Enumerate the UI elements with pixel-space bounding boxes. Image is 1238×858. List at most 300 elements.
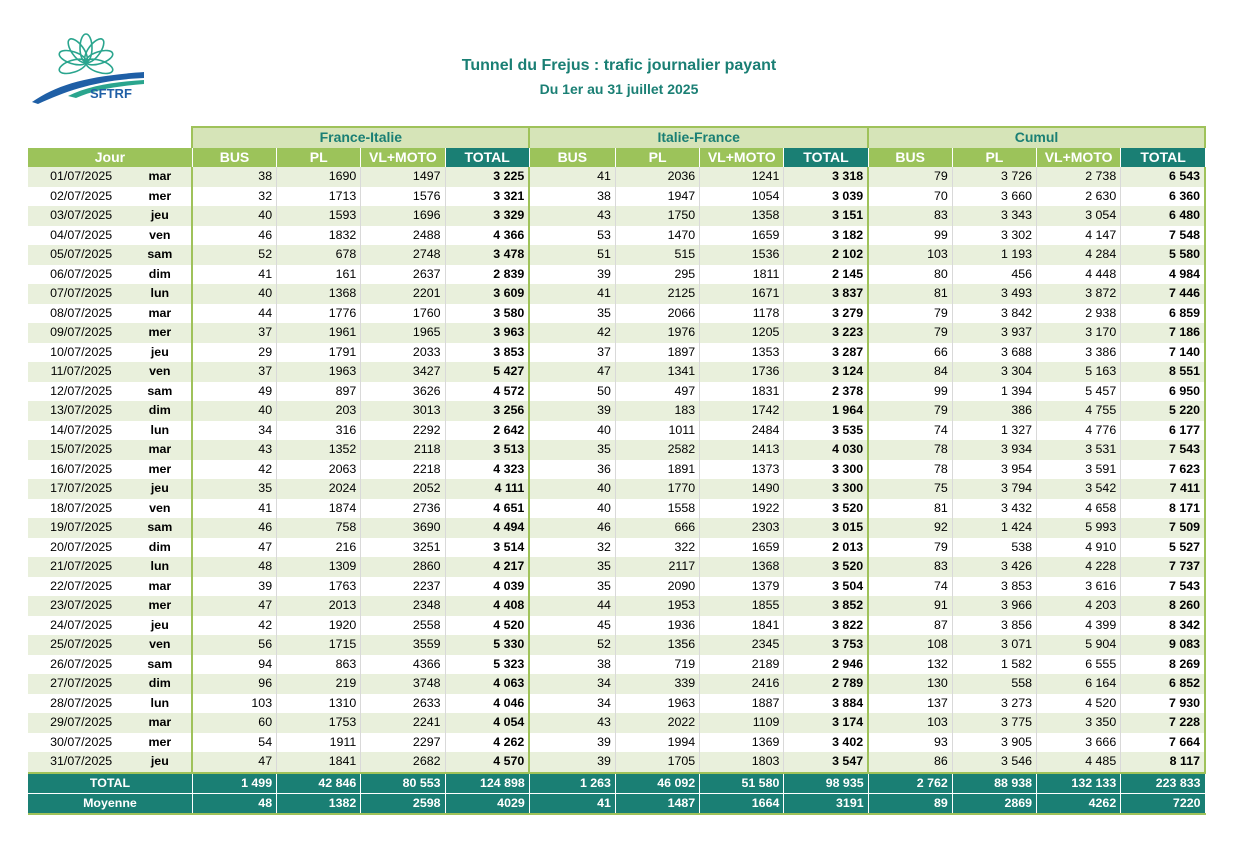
cell-if-pl: 1750 (615, 206, 699, 226)
cell-fi-bus: 40 (192, 284, 276, 304)
cell-cumul-total: 6 543 (1121, 167, 1205, 187)
cell-cumul-vlmoto: 4 485 (1037, 752, 1121, 773)
cell-if-total: 3 287 (784, 343, 868, 363)
cell-cumul-pl: 3 954 (952, 460, 1036, 480)
cell-if-bus: 52 (529, 635, 615, 655)
cell-fi-vlmoto: 1576 (361, 187, 445, 207)
total-cell: 124 898 (445, 773, 529, 794)
cell-cumul-pl: 3 905 (952, 733, 1036, 753)
cell-cumul-vlmoto: 3 531 (1037, 440, 1121, 460)
table-row (28, 538, 1205, 558)
cell-cumul-bus: 79 (868, 401, 952, 421)
cell-date: 22/07/2025 (28, 577, 128, 597)
total-cell: 2 762 (868, 773, 952, 794)
cell-if-pl: 1891 (615, 460, 699, 480)
cell-if-pl: 1011 (615, 421, 699, 441)
cell-fi-pl: 1593 (277, 206, 361, 226)
cell-fi-total: 4 111 (445, 479, 529, 499)
cell-if-vlmoto: 1369 (700, 733, 784, 753)
cell-day: lun (128, 421, 192, 441)
cell-fi-vlmoto: 2637 (361, 265, 445, 285)
cell-fi-total: 4 217 (445, 557, 529, 577)
cell-fi-bus: 29 (192, 343, 276, 363)
cell-cumul-bus: 99 (868, 226, 952, 246)
cell-if-pl: 1947 (615, 187, 699, 207)
cell-day: sam (128, 655, 192, 675)
cell-fi-vlmoto: 2033 (361, 343, 445, 363)
cell-fi-bus: 94 (192, 655, 276, 675)
logo-text: SFTRF (90, 86, 132, 101)
cell-if-bus: 51 (529, 245, 615, 265)
cell-if-pl: 1994 (615, 733, 699, 753)
cell-date: 13/07/2025 (28, 401, 128, 421)
cell-if-total: 3 402 (784, 733, 868, 753)
table-row (28, 616, 1205, 636)
cell-if-total: 2 013 (784, 538, 868, 558)
cell-date: 10/07/2025 (28, 343, 128, 363)
table-row (28, 382, 1205, 402)
cell-cumul-vlmoto: 2 938 (1037, 304, 1121, 324)
cell-cumul-total: 6 859 (1121, 304, 1205, 324)
cell-date: 28/07/2025 (28, 694, 128, 714)
cell-cumul-bus: 80 (868, 265, 952, 285)
cell-day: ven (128, 499, 192, 519)
table-row (28, 752, 1205, 773)
cell-cumul-vlmoto: 3 591 (1037, 460, 1121, 480)
cell-day: dim (128, 538, 192, 558)
cell-cumul-pl: 1 424 (952, 518, 1036, 538)
cell-fi-vlmoto: 2488 (361, 226, 445, 246)
cell-fi-pl: 1690 (277, 167, 361, 187)
cell-cumul-bus: 87 (868, 616, 952, 636)
cell-if-vlmoto: 1736 (700, 362, 784, 382)
cell-if-bus: 43 (529, 713, 615, 733)
col-cumul-vlmoto: VL+MOTO (1037, 148, 1121, 168)
cell-if-bus: 39 (529, 733, 615, 753)
cell-fi-total: 2 642 (445, 421, 529, 441)
cell-date: 20/07/2025 (28, 538, 128, 558)
cell-cumul-pl: 3 775 (952, 713, 1036, 733)
cell-cumul-total: 6 852 (1121, 674, 1205, 694)
cell-cumul-total: 7 411 (1121, 479, 1205, 499)
cell-cumul-pl: 3 071 (952, 635, 1036, 655)
cell-day: mer (128, 596, 192, 616)
cell-if-vlmoto: 1887 (700, 694, 784, 714)
cell-cumul-pl: 3 853 (952, 577, 1036, 597)
total-row (28, 773, 1205, 794)
cell-fi-total: 4 572 (445, 382, 529, 402)
cell-date: 17/07/2025 (28, 479, 128, 499)
cell-if-bus: 41 (529, 284, 615, 304)
cell-fi-bus: 48 (192, 557, 276, 577)
cell-if-pl: 497 (615, 382, 699, 402)
cell-if-pl: 2022 (615, 713, 699, 733)
cell-cumul-pl: 3 546 (952, 752, 1036, 773)
cell-date: 03/07/2025 (28, 206, 128, 226)
cell-fi-bus: 41 (192, 265, 276, 285)
cell-if-total: 2 378 (784, 382, 868, 402)
cell-if-total: 3 822 (784, 616, 868, 636)
cell-fi-vlmoto: 1497 (361, 167, 445, 187)
cell-if-pl: 2582 (615, 440, 699, 460)
cell-cumul-pl: 3 726 (952, 167, 1036, 187)
cell-date: 16/07/2025 (28, 460, 128, 480)
col-cumul-total: TOTAL (1121, 148, 1205, 168)
cell-if-bus: 38 (529, 187, 615, 207)
cell-fi-vlmoto: 2633 (361, 694, 445, 714)
cell-if-total: 3 520 (784, 557, 868, 577)
cell-if-vlmoto: 1379 (700, 577, 784, 597)
cell-if-pl: 1976 (615, 323, 699, 343)
cell-day: jeu (128, 479, 192, 499)
average-cell: 41 (529, 793, 615, 814)
cell-if-bus: 45 (529, 616, 615, 636)
cell-date: 08/07/2025 (28, 304, 128, 324)
cell-if-total: 2 145 (784, 265, 868, 285)
cell-if-pl: 1936 (615, 616, 699, 636)
cell-date: 07/07/2025 (28, 284, 128, 304)
cell-cumul-pl: 1 582 (952, 655, 1036, 675)
group-france-italie: France-Italie (192, 127, 529, 148)
cell-cumul-total: 7 664 (1121, 733, 1205, 753)
cell-fi-bus: 43 (192, 440, 276, 460)
cell-day: mar (128, 713, 192, 733)
cell-if-pl: 719 (615, 655, 699, 675)
cell-cumul-vlmoto: 3 386 (1037, 343, 1121, 363)
cell-cumul-pl: 3 856 (952, 616, 1036, 636)
col-if-bus: BUS (529, 148, 615, 168)
cell-cumul-vlmoto: 3 054 (1037, 206, 1121, 226)
cell-day: jeu (128, 616, 192, 636)
cell-fi-pl: 1776 (277, 304, 361, 324)
column-header-row (28, 148, 1205, 168)
cell-if-bus: 32 (529, 538, 615, 558)
cell-cumul-vlmoto: 6 555 (1037, 655, 1121, 675)
cell-day: mar (128, 577, 192, 597)
cell-fi-vlmoto: 3559 (361, 635, 445, 655)
cell-cumul-pl: 538 (952, 538, 1036, 558)
cell-fi-bus: 42 (192, 460, 276, 480)
table-row (28, 304, 1205, 324)
cell-if-bus: 50 (529, 382, 615, 402)
cell-date: 02/07/2025 (28, 187, 128, 207)
cell-cumul-total: 6 950 (1121, 382, 1205, 402)
cell-fi-pl: 1832 (277, 226, 361, 246)
cell-cumul-bus: 79 (868, 323, 952, 343)
cell-if-vlmoto: 1205 (700, 323, 784, 343)
cell-cumul-total: 6 177 (1121, 421, 1205, 441)
cell-cumul-pl: 3 432 (952, 499, 1036, 519)
cell-if-vlmoto: 2416 (700, 674, 784, 694)
cell-fi-total: 4 366 (445, 226, 529, 246)
cell-cumul-pl: 3 426 (952, 557, 1036, 577)
cell-cumul-vlmoto: 4 147 (1037, 226, 1121, 246)
cell-cumul-bus: 78 (868, 460, 952, 480)
cell-cumul-pl: 386 (952, 401, 1036, 421)
cell-fi-pl: 2063 (277, 460, 361, 480)
cell-cumul-vlmoto: 3 350 (1037, 713, 1121, 733)
cell-fi-total: 5 323 (445, 655, 529, 675)
table-row (28, 226, 1205, 246)
cell-if-total: 3 300 (784, 460, 868, 480)
cell-date: 29/07/2025 (28, 713, 128, 733)
cell-fi-vlmoto: 3626 (361, 382, 445, 402)
cell-if-bus: 35 (529, 304, 615, 324)
cell-cumul-vlmoto: 4 776 (1037, 421, 1121, 441)
cell-fi-bus: 96 (192, 674, 276, 694)
cell-if-pl: 515 (615, 245, 699, 265)
cell-if-bus: 34 (529, 674, 615, 694)
cell-if-vlmoto: 1178 (700, 304, 784, 324)
cell-if-pl: 1558 (615, 499, 699, 519)
cell-if-pl: 666 (615, 518, 699, 538)
table-row (28, 343, 1205, 363)
group-italie-france: Italie-France (529, 127, 868, 148)
cell-if-vlmoto: 1373 (700, 460, 784, 480)
cell-date: 01/07/2025 (28, 167, 128, 187)
cell-cumul-vlmoto: 4 399 (1037, 616, 1121, 636)
table-row (28, 401, 1205, 421)
cell-cumul-bus: 93 (868, 733, 952, 753)
cell-fi-total: 3 580 (445, 304, 529, 324)
cell-fi-pl: 1911 (277, 733, 361, 753)
cell-fi-total: 3 514 (445, 538, 529, 558)
cell-if-total: 3 837 (784, 284, 868, 304)
cell-if-total: 3 039 (784, 187, 868, 207)
cell-if-vlmoto: 1536 (700, 245, 784, 265)
cell-fi-bus: 60 (192, 713, 276, 733)
cell-fi-pl: 1874 (277, 499, 361, 519)
cell-if-pl: 1356 (615, 635, 699, 655)
traffic-table (28, 126, 1206, 815)
cell-cumul-bus: 78 (868, 440, 952, 460)
cell-cumul-vlmoto: 5 163 (1037, 362, 1121, 382)
cell-fi-bus: 42 (192, 616, 276, 636)
cell-cumul-bus: 130 (868, 674, 952, 694)
cell-cumul-bus: 75 (868, 479, 952, 499)
cell-day: mar (128, 304, 192, 324)
page-subtitle: Du 1er au 31 juillet 2025 (539, 81, 699, 97)
cell-fi-bus: 40 (192, 401, 276, 421)
cell-fi-pl: 316 (277, 421, 361, 441)
cell-date: 25/07/2025 (28, 635, 128, 655)
cell-fi-vlmoto: 2348 (361, 596, 445, 616)
cell-if-bus: 43 (529, 206, 615, 226)
cell-date: 21/07/2025 (28, 557, 128, 577)
cell-date: 26/07/2025 (28, 655, 128, 675)
cell-fi-pl: 161 (277, 265, 361, 285)
cell-cumul-bus: 103 (868, 245, 952, 265)
cell-cumul-pl: 3 966 (952, 596, 1036, 616)
col-fi-pl: PL (277, 148, 361, 168)
cell-if-pl: 339 (615, 674, 699, 694)
cell-if-bus: 41 (529, 167, 615, 187)
cell-if-bus: 35 (529, 440, 615, 460)
table-row (28, 557, 1205, 577)
table-row (28, 596, 1205, 616)
cell-cumul-vlmoto: 4 658 (1037, 499, 1121, 519)
cell-if-bus: 40 (529, 479, 615, 499)
cell-cumul-total: 8 551 (1121, 362, 1205, 382)
cell-if-bus: 40 (529, 499, 615, 519)
cell-fi-vlmoto: 2558 (361, 616, 445, 636)
cell-cumul-bus: 70 (868, 187, 952, 207)
cell-if-total: 3 504 (784, 577, 868, 597)
table-row (28, 713, 1205, 733)
cell-fi-total: 4 054 (445, 713, 529, 733)
cell-cumul-vlmoto: 4 910 (1037, 538, 1121, 558)
cell-fi-bus: 37 (192, 323, 276, 343)
cell-cumul-total: 7 548 (1121, 226, 1205, 246)
cell-fi-bus: 52 (192, 245, 276, 265)
total-cell: 1 499 (192, 773, 276, 794)
cell-if-bus: 53 (529, 226, 615, 246)
cell-cumul-total: 5 580 (1121, 245, 1205, 265)
cell-cumul-total: 6 480 (1121, 206, 1205, 226)
cell-date: 23/07/2025 (28, 596, 128, 616)
cell-fi-vlmoto: 3251 (361, 538, 445, 558)
cell-cumul-bus: 81 (868, 499, 952, 519)
average-cell: 1664 (700, 793, 784, 814)
cell-if-total: 3 753 (784, 635, 868, 655)
cell-date: 14/07/2025 (28, 421, 128, 441)
cell-fi-total: 4 570 (445, 752, 529, 773)
cell-if-vlmoto: 1659 (700, 538, 784, 558)
cell-cumul-bus: 84 (868, 362, 952, 382)
cell-cumul-vlmoto: 4 520 (1037, 694, 1121, 714)
cell-if-bus: 35 (529, 577, 615, 597)
cell-cumul-pl: 1 394 (952, 382, 1036, 402)
cell-date: 24/07/2025 (28, 616, 128, 636)
cell-cumul-total: 6 360 (1121, 187, 1205, 207)
table-row (28, 655, 1205, 675)
cell-date: 04/07/2025 (28, 226, 128, 246)
cell-if-total: 2 789 (784, 674, 868, 694)
cell-if-pl: 1470 (615, 226, 699, 246)
cell-cumul-vlmoto: 4 284 (1037, 245, 1121, 265)
table-row (28, 362, 1205, 382)
cell-cumul-total: 7 186 (1121, 323, 1205, 343)
cell-fi-vlmoto: 4366 (361, 655, 445, 675)
average-cell: 3191 (784, 793, 868, 814)
total-cell: 51 580 (700, 773, 784, 794)
cell-fi-pl: 219 (277, 674, 361, 694)
cell-if-total: 3 124 (784, 362, 868, 382)
table-row (28, 499, 1205, 519)
cell-cumul-total: 7 228 (1121, 713, 1205, 733)
cell-if-total: 2 102 (784, 245, 868, 265)
cell-cumul-vlmoto: 3 616 (1037, 577, 1121, 597)
cell-fi-vlmoto: 2748 (361, 245, 445, 265)
cell-fi-total: 4 520 (445, 616, 529, 636)
table-row (28, 206, 1205, 226)
cell-cumul-pl: 3 273 (952, 694, 1036, 714)
cell-if-pl: 1705 (615, 752, 699, 773)
cell-fi-total: 4 039 (445, 577, 529, 597)
cell-fi-pl: 1368 (277, 284, 361, 304)
cell-fi-vlmoto: 2201 (361, 284, 445, 304)
cell-fi-bus: 103 (192, 694, 276, 714)
cell-cumul-bus: 79 (868, 538, 952, 558)
average-cell: 4262 (1037, 793, 1121, 814)
cell-if-total: 3 174 (784, 713, 868, 733)
cell-fi-vlmoto: 2218 (361, 460, 445, 480)
total-cell: 42 846 (277, 773, 361, 794)
col-cumul-bus: BUS (868, 148, 952, 168)
cell-date: 30/07/2025 (28, 733, 128, 753)
cell-fi-pl: 216 (277, 538, 361, 558)
cell-if-total: 4 030 (784, 440, 868, 460)
group-blank (28, 127, 192, 148)
table-row (28, 421, 1205, 441)
cell-cumul-pl: 3 660 (952, 187, 1036, 207)
cell-fi-pl: 2024 (277, 479, 361, 499)
cell-fi-bus: 32 (192, 187, 276, 207)
cell-if-total: 3 015 (784, 518, 868, 538)
total-cell: 46 092 (615, 773, 699, 794)
average-cell: 1487 (615, 793, 699, 814)
cell-cumul-pl: 3 937 (952, 323, 1036, 343)
cell-fi-bus: 46 (192, 226, 276, 246)
cell-if-vlmoto: 2484 (700, 421, 784, 441)
cell-fi-total: 3 256 (445, 401, 529, 421)
cell-if-vlmoto: 2303 (700, 518, 784, 538)
cell-date: 11/07/2025 (28, 362, 128, 382)
cell-if-bus: 39 (529, 752, 615, 773)
table-row (28, 245, 1205, 265)
cell-day: ven (128, 362, 192, 382)
cell-cumul-total: 7 543 (1121, 577, 1205, 597)
cell-if-total: 2 946 (784, 655, 868, 675)
cell-if-vlmoto: 1671 (700, 284, 784, 304)
cell-cumul-total: 7 737 (1121, 557, 1205, 577)
cell-cumul-bus: 108 (868, 635, 952, 655)
cell-cumul-bus: 83 (868, 557, 952, 577)
cell-day: sam (128, 518, 192, 538)
average-cell: 7220 (1121, 793, 1205, 814)
average-cell: 89 (868, 793, 952, 814)
cell-if-pl: 2117 (615, 557, 699, 577)
cell-cumul-vlmoto: 5 904 (1037, 635, 1121, 655)
cell-cumul-total: 7 543 (1121, 440, 1205, 460)
cell-fi-pl: 897 (277, 382, 361, 402)
cell-cumul-bus: 92 (868, 518, 952, 538)
cell-day: mer (128, 323, 192, 343)
cell-cumul-bus: 74 (868, 577, 952, 597)
average-cell: 1382 (277, 793, 361, 814)
table-row (28, 284, 1205, 304)
cell-if-total: 3 223 (784, 323, 868, 343)
cell-fi-total: 3 963 (445, 323, 529, 343)
cell-if-pl: 2125 (615, 284, 699, 304)
cell-day: sam (128, 245, 192, 265)
cell-if-vlmoto: 1922 (700, 499, 784, 519)
cell-if-vlmoto: 1831 (700, 382, 784, 402)
col-if-vlmoto: VL+MOTO (700, 148, 784, 168)
cell-cumul-pl: 1 327 (952, 421, 1036, 441)
cell-if-bus: 37 (529, 343, 615, 363)
cell-if-bus: 39 (529, 265, 615, 285)
col-if-pl: PL (615, 148, 699, 168)
cell-date: 31/07/2025 (28, 752, 128, 773)
cell-if-vlmoto: 1490 (700, 479, 784, 499)
cell-day: jeu (128, 752, 192, 773)
cell-fi-vlmoto: 3427 (361, 362, 445, 382)
cell-cumul-total: 8 342 (1121, 616, 1205, 636)
cell-if-vlmoto: 1742 (700, 401, 784, 421)
cell-cumul-total: 7 140 (1121, 343, 1205, 363)
cell-date: 06/07/2025 (28, 265, 128, 285)
